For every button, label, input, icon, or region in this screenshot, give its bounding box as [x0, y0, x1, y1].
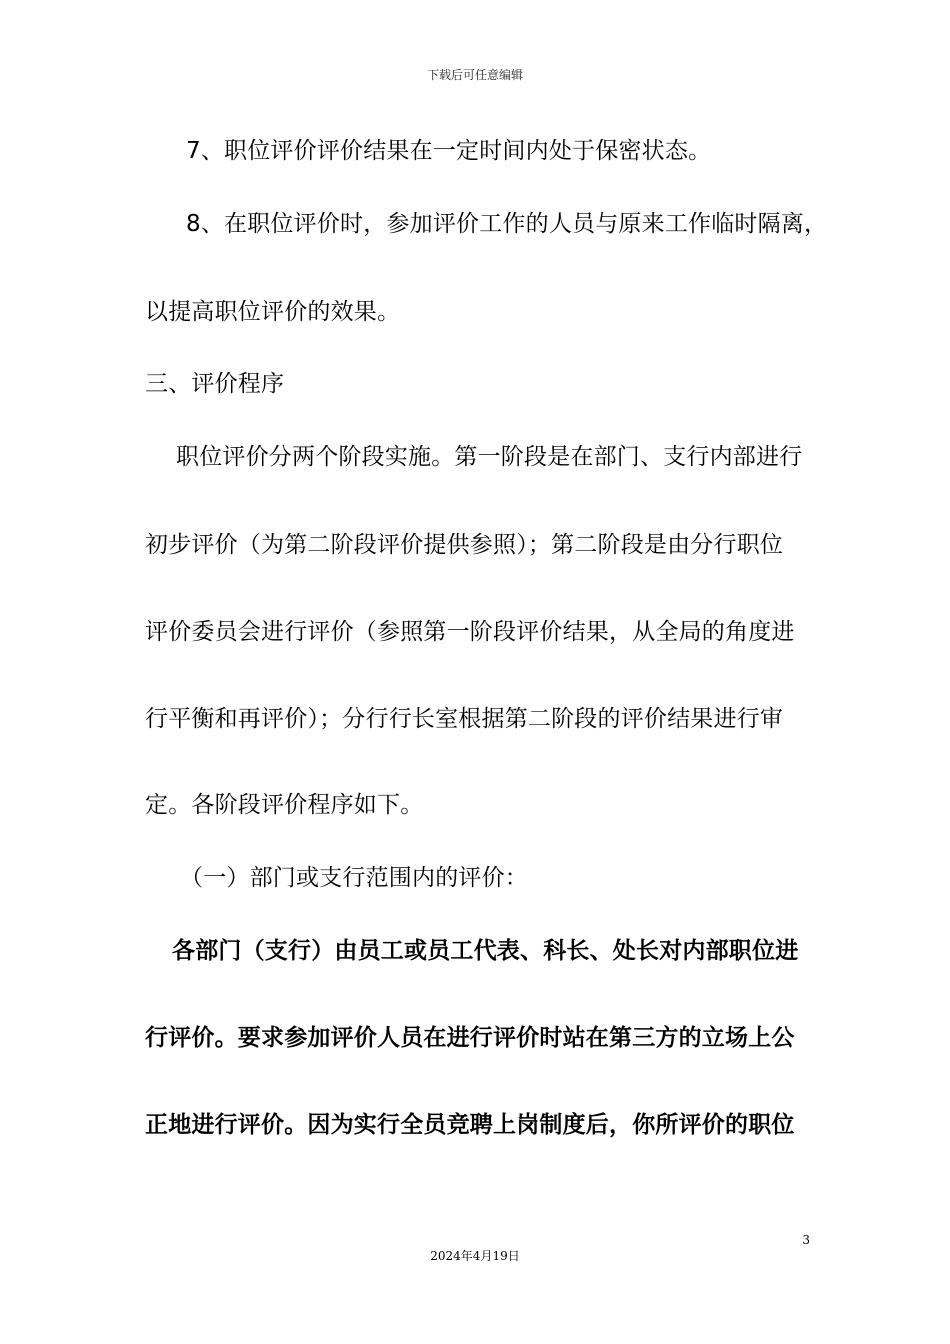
page-number: 3 [802, 1233, 810, 1247]
bold-paragraph-line: 正地进行评价。因为实行全员竞聘上岗制度后，你所评价的职位 [145, 1112, 795, 1138]
paragraph-line: 7、职位评价评价结果在一定时间内处于保密状态。 [186, 138, 712, 164]
bold-paragraph-line: 各部门（支行）由员工或员工代表、科长、处长对内部职位进 [172, 938, 799, 964]
footer-date: 2024年4月19日 [430, 1249, 520, 1263]
header-note: 下载后可任意编辑 [426, 68, 523, 82]
paragraph-line: 职位评价分两个阶段实施。第一阶段是在部门、支行内部进行 [176, 444, 803, 470]
paragraph-line: 初步评价（为第二阶段评价提供参照）；第二阶段是由分行职位 [145, 532, 784, 558]
paragraph-line: 定。各阶段评价程序如下。 [145, 792, 424, 818]
paragraph-line: 行平衡和再评价）；分行行长室根据第二阶段的评价结果进行审 [145, 706, 784, 732]
bold-paragraph-line: 行评价。要求参加评价人员在进行评价时站在第三方的立场上公 [145, 1025, 795, 1051]
section-heading: 三、评价程序 [145, 371, 285, 397]
paragraph-line: 评价委员会进行评价（参照第一阶段评价结果，从全局的角度进 [145, 619, 795, 645]
paragraph-line: 以提高职位评价的效果。 [145, 299, 401, 325]
paragraph-line: 8、在职位评价时，参加评价工作的人员与原来工作临时隔离， [186, 211, 828, 237]
subsection-heading: （一）部门或支行范围内的评价： [180, 865, 528, 891]
